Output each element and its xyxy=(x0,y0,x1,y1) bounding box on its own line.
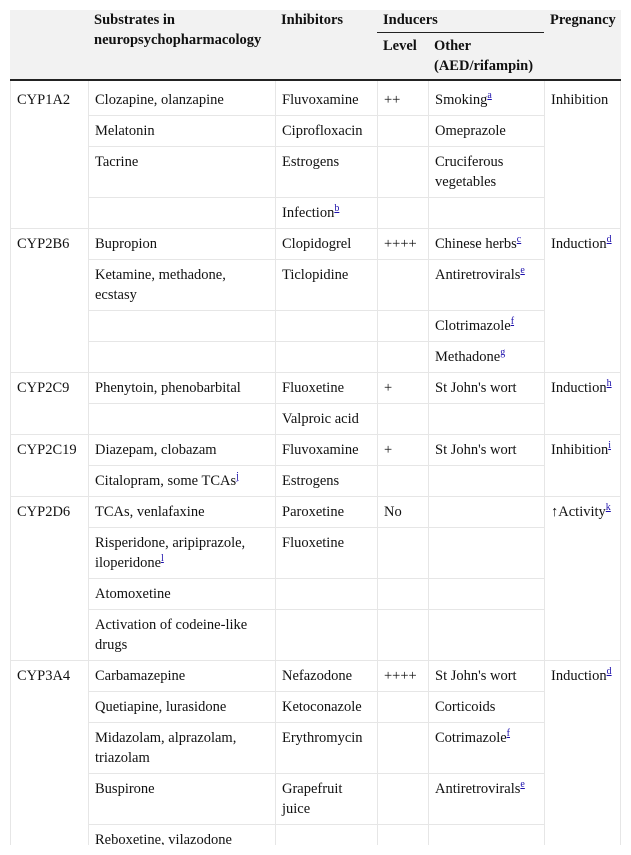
table-row xyxy=(10,692,621,723)
inhibitor-cell-text: Fluvoxamine xyxy=(282,92,359,108)
inhibitor-cell xyxy=(275,229,377,260)
pregnancy-cell xyxy=(544,229,621,373)
other-inducer-cell-text: Omeprazole xyxy=(435,123,506,139)
other-inducer-cell xyxy=(428,774,544,825)
other-inducer-cell xyxy=(428,692,544,723)
level-cell xyxy=(377,198,428,229)
inhibitor-cell-text: Ketoconazole xyxy=(282,699,362,715)
pregnancy-cell xyxy=(544,81,621,229)
inhibitor-cell xyxy=(275,692,377,723)
enzyme-cell xyxy=(10,229,88,373)
footnote-link[interactable]: i xyxy=(608,440,611,452)
table-row xyxy=(10,229,621,260)
table-row xyxy=(10,81,621,116)
other-inducer-cell xyxy=(428,81,544,116)
other-inducer-cell xyxy=(428,404,544,435)
other-inducer-cell xyxy=(428,229,544,260)
level-cell xyxy=(377,81,428,116)
enzyme-cell xyxy=(10,81,88,229)
pregnancy-cell-text: Induction xyxy=(551,668,607,684)
inhibitor-cell xyxy=(275,404,377,435)
header-pregnancy: Pregnancy xyxy=(544,10,621,81)
footnote-link[interactable]: g xyxy=(500,347,506,359)
other-inducer-cell xyxy=(428,497,544,528)
other-inducer-cell xyxy=(428,661,544,692)
inhibitor-cell xyxy=(275,579,377,610)
inhibitor-cell xyxy=(275,723,377,774)
substrate-cell xyxy=(88,373,275,404)
table-row xyxy=(10,774,621,825)
other-inducer-cell xyxy=(428,342,544,373)
inhibitor-cell xyxy=(275,311,377,342)
pregnancy-cell-text: Induction xyxy=(551,236,607,252)
other-inducer-cell-text: Cotrimazole xyxy=(435,730,507,746)
footnote-link[interactable]: a xyxy=(487,90,492,102)
inhibitor-cell-text: Erythromycin xyxy=(282,730,363,746)
enzyme-cell-text: CYP2C19 xyxy=(17,442,77,458)
pregnancy-cell-text: ↑Activity xyxy=(551,504,606,520)
table-row xyxy=(10,497,621,528)
inhibitor-cell xyxy=(275,373,377,404)
inhibitor-cell xyxy=(275,81,377,116)
substrate-cell-text: Bupropion xyxy=(95,236,158,252)
inhibitor-cell xyxy=(275,116,377,147)
level-cell xyxy=(377,229,428,260)
level-cell-text: No xyxy=(384,504,402,520)
enzyme-cell xyxy=(10,435,88,497)
substrate-cell-text: Citalopram, some TCAs xyxy=(95,473,237,489)
inhibitor-cell xyxy=(275,198,377,229)
inhibitor-cell xyxy=(275,497,377,528)
level-cell-text: + xyxy=(384,442,393,458)
other-inducer-cell-text: St John's wort xyxy=(435,380,517,396)
level-cell xyxy=(377,435,428,466)
pregnancy-cell xyxy=(544,435,621,497)
substrate-cell xyxy=(88,528,275,579)
inhibitor-cell-text: Estrogens xyxy=(282,473,340,489)
enzyme-cell-text: CYP2D6 xyxy=(17,504,71,520)
level-cell xyxy=(377,528,428,579)
table-row xyxy=(10,661,621,692)
substrate-cell xyxy=(88,661,275,692)
inhibitor-cell xyxy=(275,342,377,373)
level-cell xyxy=(377,610,428,661)
substrate-cell xyxy=(88,610,275,661)
table-row xyxy=(10,466,621,497)
pregnancy-cell xyxy=(544,661,621,845)
substrate-cell xyxy=(88,579,275,610)
other-inducer-cell-text: Cruciferous vegetables xyxy=(435,154,504,190)
footnote-link[interactable]: f xyxy=(506,728,511,740)
pregnancy-cell xyxy=(544,497,621,661)
substrate-cell xyxy=(88,147,275,198)
inhibitor-cell xyxy=(275,825,377,845)
substrate-cell-text: Clozapine, olanzapine xyxy=(95,92,224,108)
other-inducer-cell-text: Clotrimazole xyxy=(435,318,511,334)
inhibitor-cell xyxy=(275,774,377,825)
table-row xyxy=(10,825,621,845)
footnote-link[interactable]: d xyxy=(606,666,612,678)
other-inducer-cell-text: St John's wort xyxy=(435,668,517,684)
table-row xyxy=(10,116,621,147)
substrate-cell-text: Melatonin xyxy=(95,123,155,139)
level-cell xyxy=(377,260,428,311)
table-row xyxy=(10,260,621,311)
substrate-cell xyxy=(88,229,275,260)
enzyme-cell-text: CYP2C9 xyxy=(17,380,70,396)
other-inducer-cell xyxy=(428,311,544,342)
header-inducers: Inducers xyxy=(377,10,544,33)
table-body xyxy=(10,81,621,845)
substrate-cell xyxy=(88,723,275,774)
enzyme-cell-text: CYP1A2 xyxy=(17,92,71,108)
level-cell xyxy=(377,692,428,723)
substrate-cell xyxy=(88,311,275,342)
pregnancy-cell xyxy=(544,373,621,435)
table-row xyxy=(10,373,621,404)
substrate-cell xyxy=(88,342,275,373)
other-inducer-cell xyxy=(428,723,544,774)
substrate-cell xyxy=(88,435,275,466)
other-inducer-cell xyxy=(428,373,544,404)
level-cell xyxy=(377,466,428,497)
footnote-link[interactable]: d xyxy=(606,234,612,246)
level-cell-text: ++++ xyxy=(384,668,417,684)
other-inducer-cell xyxy=(428,610,544,661)
footnote-link[interactable]: h xyxy=(606,378,612,390)
substrate-cell-text: Tacrine xyxy=(95,154,139,170)
substrate-cell-text: Buspirone xyxy=(95,781,155,797)
header-inhibitors: Inhibitors xyxy=(275,10,377,81)
level-cell xyxy=(377,661,428,692)
inhibitor-cell xyxy=(275,466,377,497)
other-inducer-cell xyxy=(428,198,544,229)
substrate-cell-text: TCAs, venlafaxine xyxy=(95,504,205,520)
other-inducer-cell xyxy=(428,825,544,845)
inhibitor-cell xyxy=(275,610,377,661)
level-cell-text: + xyxy=(384,380,393,396)
table-row xyxy=(10,198,621,229)
level-cell xyxy=(377,774,428,825)
header-substrates: Substrates in neuropsychopharmacology xyxy=(88,10,275,81)
substrate-cell xyxy=(88,825,275,845)
other-inducer-cell-text: Corticoids xyxy=(435,699,496,715)
table-row xyxy=(10,723,621,774)
substrate-cell xyxy=(88,404,275,435)
inhibitor-cell xyxy=(275,435,377,466)
inhibitor-cell-text: Fluvoxamine xyxy=(282,442,359,458)
inhibitor-cell xyxy=(275,147,377,198)
inhibitor-cell-text: Ciprofloxacin xyxy=(282,123,363,139)
substrate-cell xyxy=(88,260,275,311)
pregnancy-cell-text: Inhibition xyxy=(551,92,609,108)
inhibitor-cell xyxy=(275,260,377,311)
inhibitor-cell-text: Fluoxetine xyxy=(282,380,345,396)
substrate-cell xyxy=(88,466,275,497)
substrate-cell xyxy=(88,81,275,116)
enzyme-cell xyxy=(10,373,88,435)
level-cell xyxy=(377,147,428,198)
table-row xyxy=(10,147,621,198)
other-inducer-cell-text: Methadone xyxy=(435,349,501,365)
other-inducer-cell-text: Antiretrovirals xyxy=(435,267,521,283)
table-row xyxy=(10,579,621,610)
substrate-cell-text: Carbamazepine xyxy=(95,668,186,684)
pregnancy-cell-text: Induction xyxy=(551,380,607,396)
substrate-cell xyxy=(88,116,275,147)
substrate-cell xyxy=(88,497,275,528)
level-cell-text: ++ xyxy=(384,92,401,108)
footnote-link[interactable]: k xyxy=(605,502,611,514)
header-other: Other (AED/rifampin) xyxy=(428,33,544,81)
level-cell xyxy=(377,404,428,435)
header-enzyme xyxy=(10,10,88,81)
substrate-cell-text: Atomoxetine xyxy=(95,586,171,602)
substrate-cell xyxy=(88,692,275,723)
level-cell xyxy=(377,723,428,774)
table-row xyxy=(10,311,621,342)
substrate-cell xyxy=(88,198,275,229)
other-inducer-cell xyxy=(428,528,544,579)
other-inducer-cell xyxy=(428,466,544,497)
table-row xyxy=(10,404,621,435)
substrate-cell-text: Diazepam, clobazam xyxy=(95,442,217,458)
footnote-link[interactable]: e xyxy=(520,265,525,277)
other-inducer-cell-text: Antiretrovirals xyxy=(435,781,521,797)
inhibitor-cell-text: Valproic acid xyxy=(282,411,359,427)
inhibitor-cell-text: Estrogens xyxy=(282,154,340,170)
level-cell xyxy=(377,579,428,610)
inhibitor-cell-text: Fluoxetine xyxy=(282,535,345,551)
other-inducer-cell-text: Chinese herbs xyxy=(435,236,517,252)
substrate-cell-text: Midazolam, alprazolam, triazolam xyxy=(95,730,237,766)
footnote-link[interactable]: j xyxy=(236,471,239,483)
substrate-cell-text: Activation of codeine-like drugs xyxy=(95,617,248,653)
footnote-link[interactable]: b xyxy=(334,203,340,215)
substrate-cell-text: Phenytoin, phenobarbital xyxy=(95,380,241,396)
table-header xyxy=(10,10,621,81)
table-container xyxy=(10,10,621,845)
inhibitor-cell-text: Grapefruit juice xyxy=(282,781,343,817)
enzyme-cell-text: CYP2B6 xyxy=(17,236,70,252)
substrate-cell-text: Reboxetine, vilazodone xyxy=(95,832,232,845)
other-inducer-cell xyxy=(428,116,544,147)
footnote-link[interactable]: f xyxy=(510,316,515,328)
footnote-link[interactable]: c xyxy=(516,234,522,246)
level-cell xyxy=(377,116,428,147)
other-inducer-cell xyxy=(428,579,544,610)
header-level: Level xyxy=(377,33,428,81)
pregnancy-cell-text: Inhibition xyxy=(551,442,609,458)
level-cell xyxy=(377,825,428,845)
table-row xyxy=(10,435,621,466)
level-cell-text: ++++ xyxy=(384,236,417,252)
other-inducer-cell-text: St John's wort xyxy=(435,442,517,458)
inhibitor-cell-text: Infection xyxy=(282,205,335,221)
inhibitor-cell-text: Clopidogrel xyxy=(282,236,352,252)
table-row xyxy=(10,528,621,579)
other-inducer-cell xyxy=(428,260,544,311)
substrate-cell-text: Quetiapine, lurasidone xyxy=(95,699,227,715)
substrate-cell-text: Risperidone, aripiprazole, iloperidone xyxy=(95,535,246,571)
inhibitor-cell-text: Nefazodone xyxy=(282,668,353,684)
level-cell xyxy=(377,373,428,404)
other-inducer-cell xyxy=(428,435,544,466)
inhibitor-cell-text: Paroxetine xyxy=(282,504,345,520)
inhibitor-cell xyxy=(275,661,377,692)
substrate-cell xyxy=(88,774,275,825)
level-cell xyxy=(377,342,428,373)
cyp-interaction-table xyxy=(10,10,621,845)
inhibitor-cell-text: Ticlopidine xyxy=(282,267,349,283)
level-cell xyxy=(377,311,428,342)
other-inducer-cell xyxy=(428,147,544,198)
level-cell xyxy=(377,497,428,528)
inhibitor-cell xyxy=(275,528,377,579)
substrate-cell-text: Ketamine, methadone, ecstasy xyxy=(95,267,226,303)
table-row xyxy=(10,342,621,373)
footnote-link[interactable]: l xyxy=(161,553,164,565)
footnote-link[interactable]: e xyxy=(520,779,525,791)
table-row xyxy=(10,610,621,661)
other-inducer-cell-text: Smoking xyxy=(435,92,488,108)
enzyme-cell xyxy=(10,497,88,661)
enzyme-cell-text: CYP3A4 xyxy=(17,668,71,684)
enzyme-cell xyxy=(10,661,88,845)
